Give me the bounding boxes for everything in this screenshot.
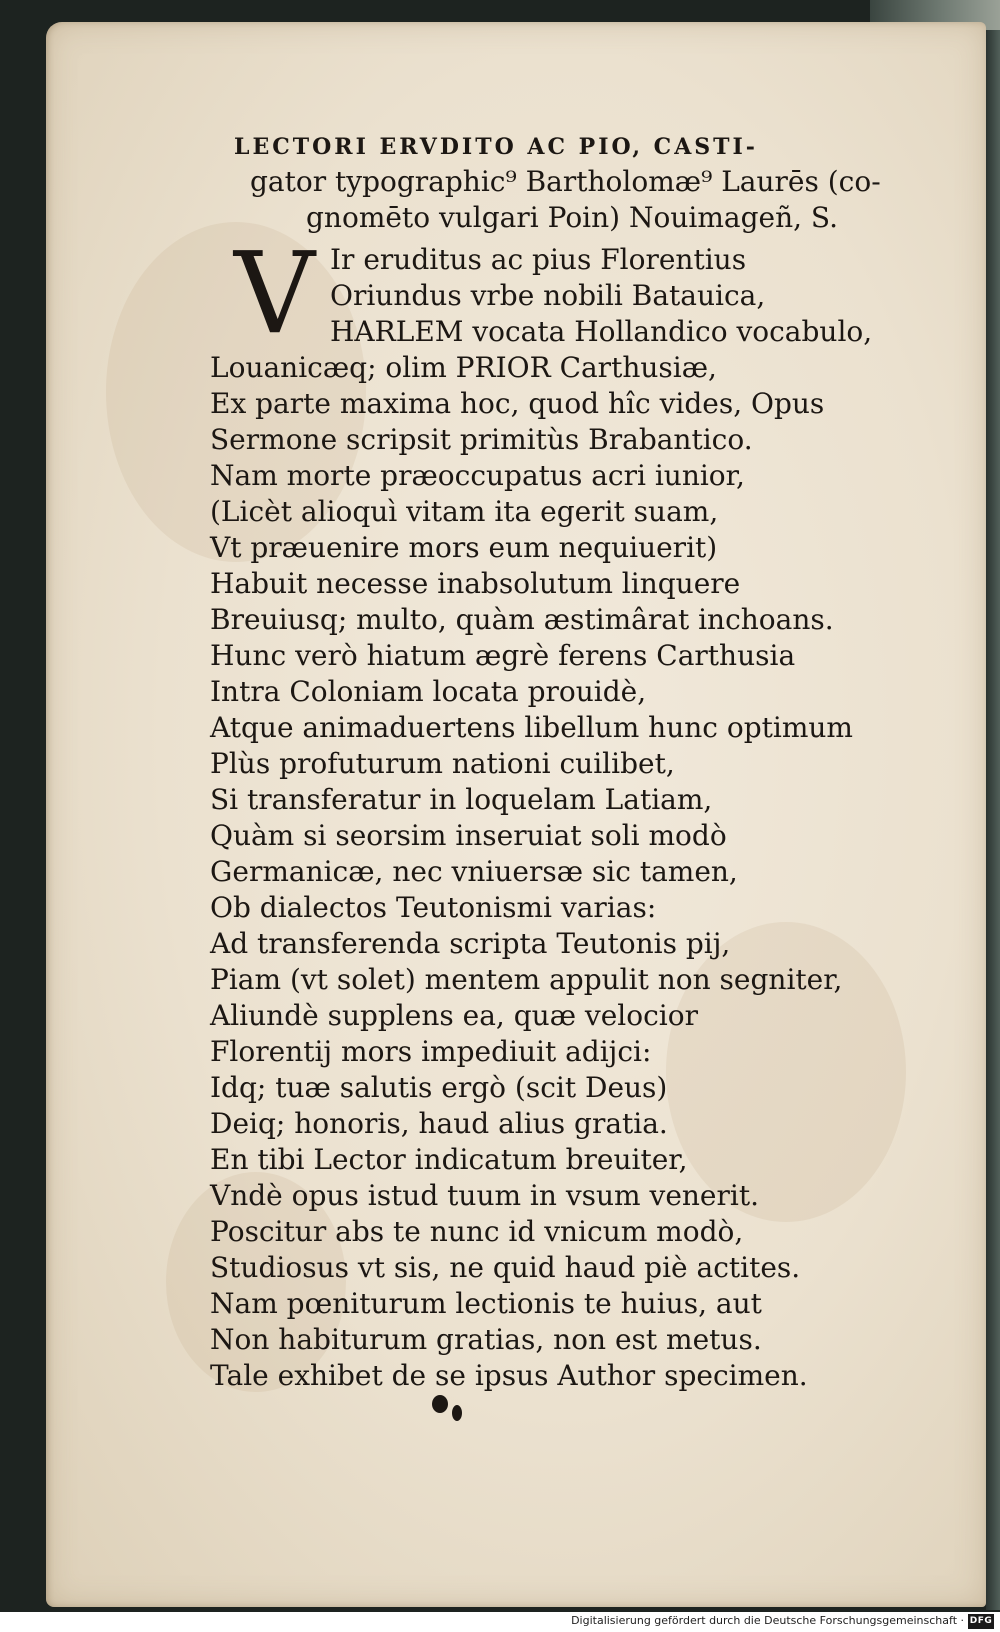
opening-lines (330, 242, 872, 350)
verse-line: Nam pœniturum lectionis te huius, aut (210, 1287, 762, 1320)
page-heading: LECTORI ERVDITO AC PIO, CASTI- (234, 134, 758, 160)
verse-line: Ob dialectos Teutonismi varias: (210, 891, 657, 924)
verse-line: Ir eruditus ac pius Florentius (330, 243, 747, 276)
dfg-logo-icon: DFG (968, 1614, 994, 1629)
printed-text-block (210, 130, 910, 1394)
verse-line: Si transferatur in loquelam Latiam, (210, 783, 713, 816)
verse-body (210, 350, 910, 1394)
verse-line: Nam morte præoccupatus acri iunior, (210, 459, 745, 492)
verse-line: Quàm si seorsim inseruiat soli modò (210, 819, 727, 852)
verse-line: Hunc verò hiatum ægrè ferens Carthusia (210, 639, 796, 672)
verse-line: Aliundè supplens ea, quæ velocior (210, 999, 698, 1032)
verse-line: Ex parte maxima hoc, quod hîc vides, Opus (210, 387, 825, 420)
verse-line: Breuiusq; multo, quàm æstimârat inchoans. (210, 603, 834, 636)
verse-line: En tibi Lector indicatum breuiter, (210, 1143, 688, 1176)
verse-line: Florentij mors impediuit adijci: (210, 1035, 652, 1068)
verse-line: Studiosus vt sis, ne quid haud piè actites. (210, 1251, 801, 1284)
verse-line: HARLEM vocata Hollandico vocabulo, (330, 315, 873, 348)
verse-line: Tale exhibet de se ipsus Author specimen. (210, 1359, 808, 1392)
verse-line: Plùs profuturum nationi cuilibet, (210, 747, 675, 780)
verse-line: Intra Coloniam locata prouidè, (210, 675, 647, 708)
verse-line: (Licèt alioquì vitam ita egerit suam, (210, 495, 719, 528)
opening-verse (210, 229, 910, 359)
subheading-line: gator typographic⁹ Bartholomæ⁹ Laurēs (co- (250, 165, 881, 198)
verse-line: Atque animaduertens libellum hunc optimum (210, 711, 853, 744)
book-cover-side (986, 30, 1000, 1610)
verse-line: Vt præuenire mors eum nequiuerit) (210, 531, 718, 564)
verse-line: Non habiturum gratias, non est metus. (210, 1323, 762, 1356)
verse-line: Poscitur abs te nunc id vnicum modò, (210, 1215, 744, 1248)
verse-line: Ad transferenda scripta Teutonis pij, (210, 927, 731, 960)
verse-line: Idq; tuæ salutis ergò (scit Deus) (210, 1071, 668, 1104)
subheading-line: gnomēto vulgari Poin) Nouimageñ, S. (306, 201, 838, 234)
verse-line: Piam (vt solet) mentem appulit non segniter, (210, 963, 843, 996)
verse-line: Vndè opus istud tuum in vsum venerit. (210, 1179, 759, 1212)
drop-cap: V (234, 229, 315, 359)
verse-line: Oriundus vrbe nobili Batauica, (330, 279, 766, 312)
verse-line: Deiq; honoris, haud alius gratia. (210, 1107, 668, 1140)
verse-line: Louanicæq; olim PRIOR Carthusiæ, (210, 351, 717, 384)
footer-credit: Digitalisierung gefördert durch die Deutsche Forschungsgemeinschaft · (571, 1614, 964, 1627)
ornament-icon (430, 1395, 470, 1425)
verse-line: Habuit necesse inabsolutum linquere (210, 567, 741, 600)
verse-line: Germanicæ, nec vniuersæ sic tamen, (210, 855, 738, 888)
verse-line: Sermone scripsit primitùs Brabantico. (210, 423, 753, 456)
